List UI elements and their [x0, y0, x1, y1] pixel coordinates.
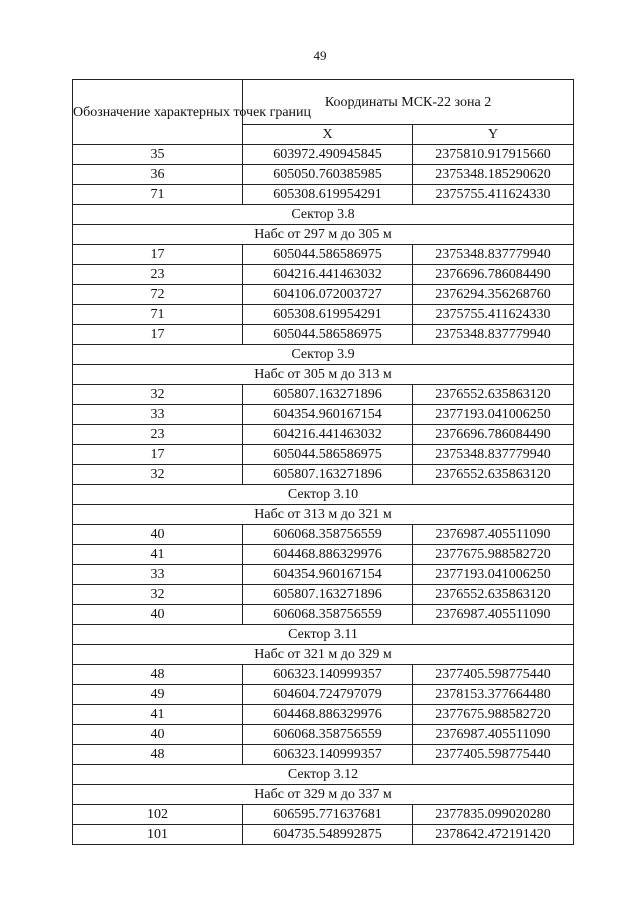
x-coordinate-cell: 605044.586586975	[243, 325, 413, 345]
table-row	[73, 545, 574, 565]
sector-height-range: Набс от 321 м до 329 м	[73, 645, 574, 665]
sector-range-row	[73, 505, 574, 525]
point-id-cell: 49	[73, 685, 243, 705]
table-row	[73, 685, 574, 705]
table-row	[73, 465, 574, 485]
table-row	[73, 705, 574, 725]
sector-range-row	[73, 645, 574, 665]
sector-height-range: Набс от 297 м до 305 м	[73, 225, 574, 245]
sector-title-row	[73, 345, 574, 365]
y-coordinate-cell: 2377405.598775440	[413, 745, 574, 765]
table-row	[73, 445, 574, 465]
table-row	[73, 185, 574, 205]
table-row	[73, 565, 574, 585]
sector-title: Сектор 3.9	[73, 345, 574, 365]
point-id-cell: 40	[73, 525, 243, 545]
x-coordinate-cell: 604354.960167154	[243, 565, 413, 585]
table-row	[73, 325, 574, 345]
point-id-cell: 32	[73, 585, 243, 605]
table-row	[73, 265, 574, 285]
x-coordinate-cell: 606595.771637681	[243, 805, 413, 825]
y-coordinate-cell: 2375755.411624330	[413, 305, 574, 325]
table-row	[73, 745, 574, 765]
table-row	[73, 665, 574, 685]
sector-height-range: Набс от 305 м до 313 м	[73, 365, 574, 385]
y-coordinate-cell: 2377193.041006250	[413, 565, 574, 585]
y-coordinate-cell: 2375755.411624330	[413, 185, 574, 205]
table-row	[73, 145, 574, 165]
y-coordinate-cell: 2376294.356268760	[413, 285, 574, 305]
point-id-cell: 48	[73, 665, 243, 685]
sector-title: Сектор 3.11	[73, 625, 574, 645]
sector-title-row	[73, 205, 574, 225]
point-id-cell: 48	[73, 745, 243, 765]
table-row	[73, 245, 574, 265]
table-row	[73, 725, 574, 745]
table-row	[73, 585, 574, 605]
x-coordinate-cell: 605044.586586975	[243, 245, 413, 265]
x-coordinate-cell: 605050.760385985	[243, 165, 413, 185]
point-id-cell: 32	[73, 465, 243, 485]
x-coordinate-cell: 604604.724797079	[243, 685, 413, 705]
table-row	[73, 425, 574, 445]
x-coordinate-cell: 606068.358756559	[243, 605, 413, 625]
x-coordinate-cell: 605308.619954291	[243, 305, 413, 325]
coord-system-header: Координаты МСК-22 зона 2	[243, 80, 574, 125]
x-coordinate-cell: 603972.490945845	[243, 145, 413, 165]
table-body	[73, 145, 574, 845]
sector-title: Сектор 3.8	[73, 205, 574, 225]
x-coordinate-cell: 604216.441463032	[243, 425, 413, 445]
sector-title: Сектор 3.12	[73, 765, 574, 785]
point-id-cell: 101	[73, 825, 243, 845]
y-column-header: Y	[413, 125, 574, 145]
point-id-cell: 35	[73, 145, 243, 165]
x-coordinate-cell: 604468.886329976	[243, 705, 413, 725]
x-coordinate-cell: 605044.586586975	[243, 445, 413, 465]
x-column-header: X	[243, 125, 413, 145]
point-id-cell: 102	[73, 805, 243, 825]
y-coordinate-cell: 2376987.405511090	[413, 725, 574, 745]
table-header	[73, 80, 574, 145]
point-id-cell: 41	[73, 705, 243, 725]
sector-title-row	[73, 765, 574, 785]
y-coordinate-cell: 2376696.786084490	[413, 425, 574, 445]
page-number: 49	[313, 48, 327, 63]
table-row	[73, 165, 574, 185]
x-coordinate-cell: 606323.140999357	[243, 745, 413, 765]
coordinates-table	[72, 79, 574, 845]
table-row	[73, 305, 574, 325]
y-coordinate-cell: 2376987.405511090	[413, 525, 574, 545]
y-coordinate-cell: 2376552.635863120	[413, 465, 574, 485]
y-coordinate-cell: 2377675.988582720	[413, 545, 574, 565]
table-row	[73, 385, 574, 405]
y-coordinate-cell: 2375348.837779940	[413, 445, 574, 465]
y-coordinate-cell: 2375348.185290620	[413, 165, 574, 185]
point-id-cell: 23	[73, 425, 243, 445]
sector-height-range: Набс от 329 м до 337 м	[73, 785, 574, 805]
x-coordinate-cell: 604216.441463032	[243, 265, 413, 285]
sector-height-range: Набс от 313 м до 321 м	[73, 505, 574, 525]
point-id-cell: 40	[73, 605, 243, 625]
point-column-header: Обозначение характерных точек границ	[73, 80, 243, 145]
table-row	[73, 605, 574, 625]
point-id-cell: 71	[73, 185, 243, 205]
table-row	[73, 405, 574, 425]
sector-title-row	[73, 485, 574, 505]
y-coordinate-cell: 2377405.598775440	[413, 665, 574, 685]
point-id-cell: 72	[73, 285, 243, 305]
y-coordinate-cell: 2376552.635863120	[413, 585, 574, 605]
sector-range-row	[73, 365, 574, 385]
point-id-cell: 41	[73, 545, 243, 565]
sector-title-row	[73, 625, 574, 645]
x-coordinate-cell: 604735.548992875	[243, 825, 413, 845]
point-id-cell: 71	[73, 305, 243, 325]
y-coordinate-cell: 2376987.405511090	[413, 605, 574, 625]
point-id-cell: 32	[73, 385, 243, 405]
y-coordinate-cell: 2376552.635863120	[413, 385, 574, 405]
sector-title: Сектор 3.10	[73, 485, 574, 505]
point-id-cell: 36	[73, 165, 243, 185]
x-coordinate-cell: 605807.163271896	[243, 385, 413, 405]
point-id-cell: 23	[73, 265, 243, 285]
point-id-cell: 40	[73, 725, 243, 745]
point-id-cell: 33	[73, 565, 243, 585]
sector-range-row	[73, 225, 574, 245]
y-coordinate-cell: 2378642.472191420	[413, 825, 574, 845]
y-coordinate-cell: 2375348.837779940	[413, 325, 574, 345]
y-coordinate-cell: 2377835.099020280	[413, 805, 574, 825]
y-coordinate-cell: 2377193.041006250	[413, 405, 574, 425]
point-id-cell: 33	[73, 405, 243, 425]
x-coordinate-cell: 604106.072003727	[243, 285, 413, 305]
y-coordinate-cell: 2375348.837779940	[413, 245, 574, 265]
x-coordinate-cell: 606323.140999357	[243, 665, 413, 685]
x-coordinate-cell: 605308.619954291	[243, 185, 413, 205]
table-row	[73, 525, 574, 545]
point-id-cell: 17	[73, 245, 243, 265]
table-row	[73, 285, 574, 305]
y-coordinate-cell: 2375810.917915660	[413, 145, 574, 165]
point-id-cell: 17	[73, 325, 243, 345]
y-coordinate-cell: 2377675.988582720	[413, 705, 574, 725]
x-coordinate-cell: 604468.886329976	[243, 545, 413, 565]
table-row	[73, 825, 574, 845]
x-coordinate-cell: 605807.163271896	[243, 465, 413, 485]
sector-range-row	[73, 785, 574, 805]
point-id-cell: 17	[73, 445, 243, 465]
table-row	[73, 805, 574, 825]
y-coordinate-cell: 2378153.377664480	[413, 685, 574, 705]
x-coordinate-cell: 605807.163271896	[243, 585, 413, 605]
y-coordinate-cell: 2376696.786084490	[413, 265, 574, 285]
x-coordinate-cell: 606068.358756559	[243, 525, 413, 545]
x-coordinate-cell: 606068.358756559	[243, 725, 413, 745]
x-coordinate-cell: 604354.960167154	[243, 405, 413, 425]
